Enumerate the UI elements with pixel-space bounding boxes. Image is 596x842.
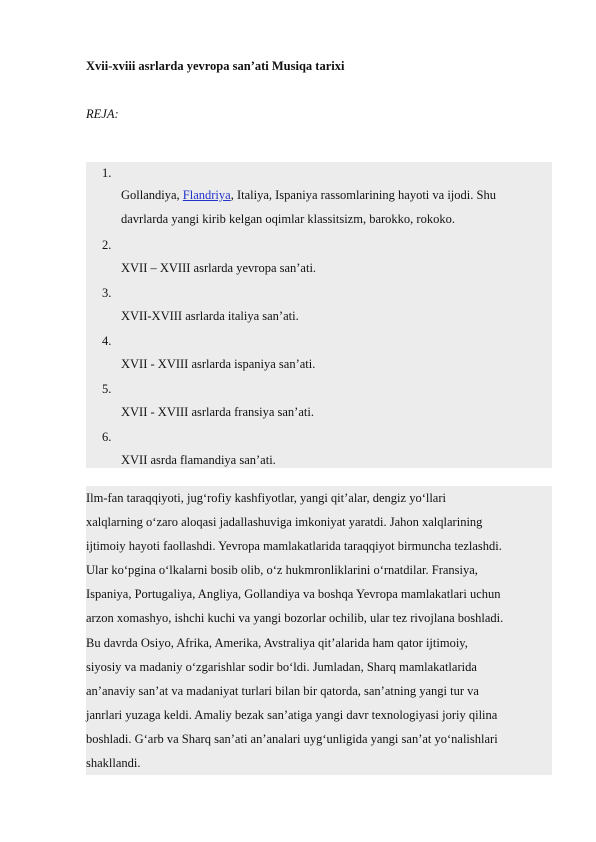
body-line: xalqlarning o‘zaro aloqasi jadallashuviga imkoniyat yaratdi. Jahon xalqlarining	[86, 515, 483, 530]
body-line: Bu davrda Osiyo, Afrika, Amerika, Avstraliya qit’alarida ham qator ijtimoiy,	[86, 635, 468, 650]
plan-item-text: XVII - XVIII asrlarda ispaniya san’ati.	[121, 357, 316, 371]
plan-item-number: 6.	[102, 430, 112, 444]
plan-heading: REJA:	[86, 107, 119, 121]
plan-item-text: XVII – XVIII asrlarda yevropa san’ati.	[121, 261, 317, 275]
body-line: ijtimoiy hayoti faollashdi. Yevropa mamlakatlarida taraqqiyot birmuncha tezlashdi.	[86, 539, 502, 554]
plan-item-text: Gollandiya, Flandriya, Italiya, Ispaniya rassomlarining hayoti va ijodi. Shu davrlarda yangi kirib kelgan oqimlar klassitsizm, barokko, rokoko.	[121, 188, 496, 226]
plan-list	[86, 162, 552, 468]
plan-item-number: 5.	[102, 382, 112, 396]
body-line: arzon xomashyo, ishchi kuchi va yangi bozorlar ochilib, ular tez rivojlana boshladi.	[86, 611, 504, 626]
body-line: Ular ko‘pgina o‘lkalarni bosib olib, o‘z hukmronliklarini o‘rnatdilar. Fransiya,	[86, 563, 478, 578]
body-line: an’anaviy san’at va madaniyat turlari bilan bir qatorda, san’atning yangi tur va	[86, 683, 479, 698]
body-line: boshladi. G‘arb va Sharq san’ati an’analari uyg‘unligida yangi san’at yo‘nalishlari	[86, 731, 498, 746]
document-title: Xvii-xviii asrlarda yevropa san’ati Musiqa tarixi	[86, 59, 345, 73]
body-paragraph	[86, 486, 552, 775]
plan-item-text: XVII-XVIII asrlarda italiya san’ati.	[121, 309, 299, 323]
plan-item-text: XVII asrda flamandiya san’ati.	[121, 453, 276, 467]
body-line: shakllandi.	[86, 756, 141, 771]
plan-item-number: 3.	[102, 286, 112, 300]
body-line: Ilm-fan taraqqiyoti, jug‘rofiy kashfiyotlar, yangi qit’alar, dengiz yo‘llari	[86, 491, 446, 505]
body-line: siyosiy va madaniy o‘zgarishlar sodir bo‘ldi. Jumladan, Sharq mamlakatlarida	[86, 659, 477, 674]
body-line: janrlari yuzaga keldi. Amaliy bezak san’atiga yangi davr texnologiyasi joriy qilina	[86, 707, 498, 722]
flandriya-link[interactable]: Flandriya	[182, 188, 231, 202]
body-line: Ispaniya, Portugaliya, Angliya, Gollandiya va boshqa Yevropa mamlakatlari uchun	[86, 587, 501, 602]
plan-item-number: 4.	[102, 334, 112, 348]
plan-item-number: 2.	[102, 238, 112, 252]
plan-item-text: XVII - XVIII asrlarda fransiya san’ati.	[121, 405, 314, 419]
plan-item-number: 1.	[102, 166, 112, 180]
